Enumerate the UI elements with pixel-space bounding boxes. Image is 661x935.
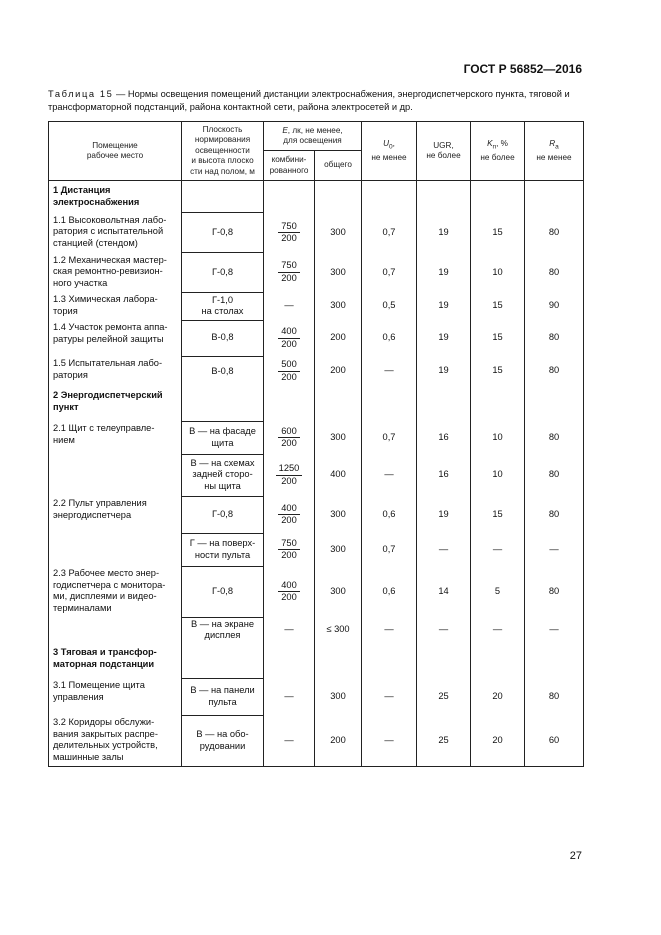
empty-cell bbox=[525, 643, 584, 678]
room-cell: 3.1 Помещение щита управления bbox=[49, 678, 182, 715]
empty-cell bbox=[525, 386, 584, 421]
ugr-cell: 19 bbox=[417, 496, 471, 533]
illuminance-fraction: $\frac{600}{200}$ bbox=[278, 426, 300, 450]
plane-cell: Г-0,8 bbox=[182, 566, 264, 617]
illuminance-fraction: $\frac{750}{200}$ bbox=[278, 538, 300, 562]
table-row bbox=[49, 454, 584, 496]
plane-cell: Г-0,8 bbox=[182, 213, 264, 253]
table-row bbox=[49, 292, 584, 320]
room-cell: 1.2 Механическая мастер- ская ремонтно-ревизион- ного участка bbox=[49, 253, 182, 293]
plane-cell: В — на схемах задней сторо- ны щита bbox=[182, 454, 264, 496]
ugr-cell: — bbox=[417, 533, 471, 566]
empty-cell bbox=[362, 181, 417, 213]
uniformity-cell: 0,6 bbox=[362, 496, 417, 533]
room-cell bbox=[49, 454, 182, 496]
color-rendering-cell: 90 bbox=[525, 292, 584, 320]
uniformity-cell: — bbox=[362, 617, 417, 643]
plane-cell: Г — на поверх- ности пульта bbox=[182, 533, 264, 566]
pulsation-cell: 20 bbox=[471, 715, 525, 767]
color-rendering-cell: 80 bbox=[525, 253, 584, 293]
general-cell: 300 bbox=[315, 292, 362, 320]
empty-cell bbox=[264, 181, 315, 213]
general-cell: 300 bbox=[315, 253, 362, 293]
color-rendering-cell: — bbox=[525, 617, 584, 643]
table-row bbox=[49, 533, 584, 566]
ugr-cell: 19 bbox=[417, 213, 471, 253]
plane-cell: Г-1,0 на столах bbox=[182, 292, 264, 320]
empty-cell bbox=[471, 386, 525, 421]
table-caption bbox=[48, 88, 583, 114]
section-title: 3 Тяговая и трансфор- маторная подстанции bbox=[49, 643, 182, 678]
general-cell: 200 bbox=[315, 715, 362, 767]
table-body bbox=[49, 181, 584, 767]
room-cell: 1.5 Испытательная лабо- ратория bbox=[49, 356, 182, 386]
empty-cell bbox=[362, 643, 417, 678]
illuminance-fraction: $\frac{500}{200}$ bbox=[278, 359, 300, 383]
general-cell: 300 bbox=[315, 678, 362, 715]
plane-cell: В — на фасаде щита bbox=[182, 421, 264, 454]
col-header-color-rendering: $R_a$ не менее bbox=[525, 122, 584, 181]
general-cell: 300 bbox=[315, 566, 362, 617]
empty-cell bbox=[525, 181, 584, 213]
pulsation-cell: 15 bbox=[471, 496, 525, 533]
col-header-combined: комбини- рованного bbox=[264, 151, 315, 181]
general-cell: 300 bbox=[315, 213, 362, 253]
section-row bbox=[49, 386, 584, 421]
general-cell: 300 bbox=[315, 533, 362, 566]
table-caption-label: Таблица 15 bbox=[48, 89, 114, 99]
general-cell: ≤ 300 bbox=[315, 617, 362, 643]
empty-cell bbox=[417, 386, 471, 421]
empty-cell bbox=[471, 181, 525, 213]
combined-cell bbox=[264, 533, 315, 566]
ugr-cell: 16 bbox=[417, 454, 471, 496]
pulsation-cell: — bbox=[471, 617, 525, 643]
uniformity-cell: 0,6 bbox=[362, 320, 417, 356]
color-rendering-cell: 60 bbox=[525, 715, 584, 767]
room-cell: 2.2 Пульт управления энергодиспетчера bbox=[49, 496, 182, 533]
ugr-cell: 19 bbox=[417, 292, 471, 320]
combined-cell bbox=[264, 454, 315, 496]
illuminance-fraction: $\frac{400}{200}$ bbox=[278, 326, 300, 350]
room-cell: 2.1 Щит с телеуправле- нием bbox=[49, 421, 182, 454]
uniformity-cell: 0,7 bbox=[362, 533, 417, 566]
pulsation-cell: 15 bbox=[471, 356, 525, 386]
pulsation-cell: 15 bbox=[471, 213, 525, 253]
empty-cell bbox=[182, 643, 264, 678]
uniformity-cell: — bbox=[362, 715, 417, 767]
general-cell: 200 bbox=[315, 320, 362, 356]
combined-cell bbox=[264, 356, 315, 386]
col-header-ugr: UGR, не более bbox=[417, 122, 471, 181]
combined-cell: — bbox=[264, 617, 315, 643]
uniformity-cell: — bbox=[362, 678, 417, 715]
combined-cell bbox=[264, 566, 315, 617]
col-header-uniformity: $U_0$, не менее bbox=[362, 122, 417, 181]
general-cell: 300 bbox=[315, 421, 362, 454]
color-rendering-cell: 80 bbox=[525, 678, 584, 715]
pulsation-cell: — bbox=[471, 533, 525, 566]
color-rendering-cell: 80 bbox=[525, 496, 584, 533]
illuminance-fraction: $\frac{400}{200}$ bbox=[278, 580, 300, 604]
table-row bbox=[49, 253, 584, 293]
ugr-cell: 25 bbox=[417, 678, 471, 715]
empty-cell bbox=[315, 643, 362, 678]
col-header-illuminance: E, лк, не менее, для освещения bbox=[264, 122, 362, 151]
general-cell: 300 bbox=[315, 496, 362, 533]
table-row bbox=[49, 496, 584, 533]
color-rendering-cell: 80 bbox=[525, 356, 584, 386]
room-cell bbox=[49, 533, 182, 566]
illuminance-fraction: $\frac{400}{200}$ bbox=[278, 503, 300, 527]
uniformity-cell: 0,7 bbox=[362, 421, 417, 454]
section-row bbox=[49, 181, 584, 213]
plane-cell: В — на обо- рудовании bbox=[182, 715, 264, 767]
uniformity-cell: 0,5 bbox=[362, 292, 417, 320]
col-header-plane: Плоскость нормирования освещенности и высота плоско сти над полом, м bbox=[182, 122, 264, 181]
section-row bbox=[49, 643, 584, 678]
col-header-room: Помещение рабочее место bbox=[49, 122, 182, 181]
pulsation-cell: 10 bbox=[471, 454, 525, 496]
combined-cell: — bbox=[264, 715, 315, 767]
table-row bbox=[49, 566, 584, 617]
combined-cell: — bbox=[264, 292, 315, 320]
table-caption-text: — Нормы освещения помещений дистанции электроснабжения, энергодиспетчерского пункта, тяговой и трансформаторной подстанций, района контактной сети, района электросетей и др. bbox=[48, 89, 570, 112]
table-row bbox=[49, 421, 584, 454]
empty-cell bbox=[471, 643, 525, 678]
room-cell: 2.3 Рабочее место энер- годиспетчера с монитора- ми, дисплеями и видео- терминалами bbox=[49, 566, 182, 617]
combined-cell: — bbox=[264, 678, 315, 715]
ugr-cell: 25 bbox=[417, 715, 471, 767]
illuminance-fraction: $\frac{750}{200}$ bbox=[278, 221, 300, 245]
empty-cell bbox=[417, 643, 471, 678]
uniformity-cell: 0,7 bbox=[362, 253, 417, 293]
combined-cell bbox=[264, 496, 315, 533]
section-title: 2 Энергодиспетчерский пункт bbox=[49, 386, 182, 421]
table-row bbox=[49, 320, 584, 356]
table-row bbox=[49, 356, 584, 386]
color-rendering-cell: 80 bbox=[525, 320, 584, 356]
color-rendering-cell: 80 bbox=[525, 566, 584, 617]
empty-cell bbox=[417, 181, 471, 213]
combined-cell bbox=[264, 253, 315, 293]
empty-cell bbox=[264, 386, 315, 421]
page-number: 27 bbox=[569, 850, 582, 862]
section-title: 1 Дистанция электроснабжения bbox=[49, 181, 182, 213]
ugr-cell: — bbox=[417, 617, 471, 643]
table-row bbox=[49, 213, 584, 253]
ugr-cell: 14 bbox=[417, 566, 471, 617]
combined-cell bbox=[264, 421, 315, 454]
pulsation-cell: 5 bbox=[471, 566, 525, 617]
col-header-pulsation: $K_п$, % не более bbox=[471, 122, 525, 181]
illuminance-fraction: $\frac{1250}{200}$ bbox=[276, 463, 303, 487]
uniformity-cell: — bbox=[362, 454, 417, 496]
ugr-cell: 19 bbox=[417, 253, 471, 293]
room-cell: 3.2 Коридоры обслужи- вания закрытых распре- делительных устройств, машинные залы bbox=[49, 715, 182, 767]
pulsation-cell: 20 bbox=[471, 678, 525, 715]
plane-cell: В-0,8 bbox=[182, 320, 264, 356]
col-header-general: общего bbox=[315, 151, 362, 181]
table-row bbox=[49, 715, 584, 767]
uniformity-cell: 0,7 bbox=[362, 213, 417, 253]
plane-cell: Г-0,8 bbox=[182, 253, 264, 293]
room-cell bbox=[49, 617, 182, 643]
pulsation-cell: 10 bbox=[471, 421, 525, 454]
empty-cell bbox=[182, 386, 264, 421]
plane-cell: В — на экране дисплея bbox=[182, 617, 264, 643]
pulsation-cell: 10 bbox=[471, 253, 525, 293]
document-header: ГОСТ Р 56852—2016 bbox=[463, 62, 582, 76]
uniformity-cell: — bbox=[362, 356, 417, 386]
empty-cell bbox=[315, 181, 362, 213]
ugr-cell: 16 bbox=[417, 421, 471, 454]
table-row bbox=[49, 617, 584, 643]
empty-cell bbox=[315, 386, 362, 421]
ugr-cell: 19 bbox=[417, 356, 471, 386]
pulsation-cell: 15 bbox=[471, 292, 525, 320]
general-cell: 200 bbox=[315, 356, 362, 386]
uniformity-cell: 0,6 bbox=[362, 566, 417, 617]
plane-cell: В-0,8 bbox=[182, 356, 264, 386]
room-cell: 1.3 Химическая лабора- тория bbox=[49, 292, 182, 320]
combined-cell bbox=[264, 213, 315, 253]
color-rendering-cell: 80 bbox=[525, 421, 584, 454]
empty-cell bbox=[264, 643, 315, 678]
table-row bbox=[49, 678, 584, 715]
illuminance-fraction: $\frac{750}{200}$ bbox=[278, 260, 300, 284]
pulsation-cell: 15 bbox=[471, 320, 525, 356]
color-rendering-cell: 80 bbox=[525, 454, 584, 496]
plane-cell: В — на панели пульта bbox=[182, 678, 264, 715]
color-rendering-cell: 80 bbox=[525, 213, 584, 253]
room-cell: 1.1 Высоковольтная лабо- ратория с испытательной станцией (стендом) bbox=[49, 213, 182, 253]
plane-cell: Г-0,8 bbox=[182, 496, 264, 533]
lighting-norms-table bbox=[48, 121, 584, 767]
empty-cell bbox=[182, 181, 264, 213]
general-cell: 400 bbox=[315, 454, 362, 496]
color-rendering-cell: — bbox=[525, 533, 584, 566]
room-cell: 1.4 Участок ремонта аппа- ратуры релейной защиты bbox=[49, 320, 182, 356]
combined-cell bbox=[264, 320, 315, 356]
empty-cell bbox=[362, 386, 417, 421]
ugr-cell: 19 bbox=[417, 320, 471, 356]
